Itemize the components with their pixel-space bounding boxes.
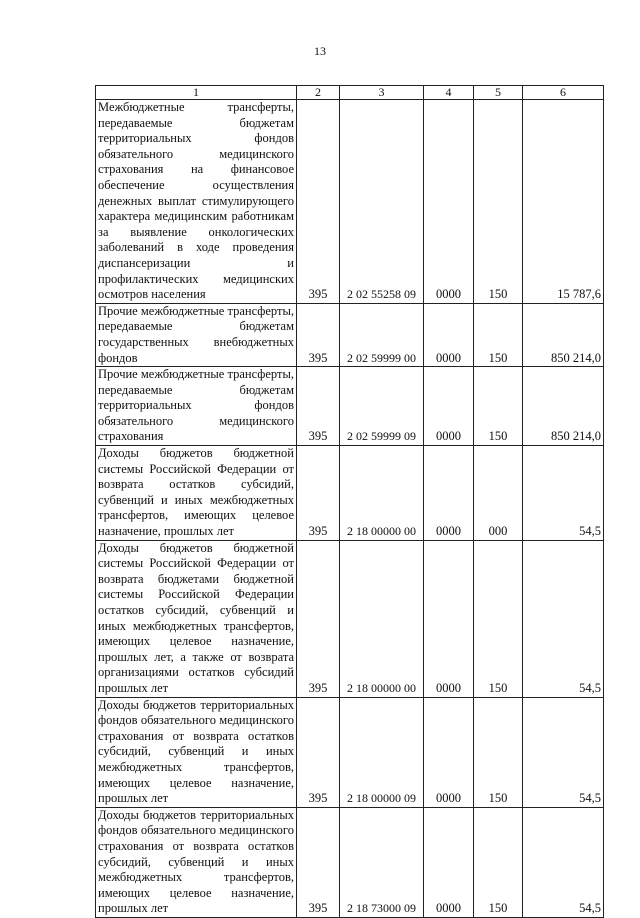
row-class-code: 150	[474, 367, 523, 446]
table-row	[96, 446, 604, 541]
row-description: Прочие межбюджетные трансферты, передаваемые бюджетам территориальных фондов обязательного медицинского страхования	[96, 367, 297, 446]
table-row	[96, 367, 604, 446]
row-admin-code: 395	[297, 100, 340, 304]
table-row	[96, 100, 604, 304]
page-number: 13	[314, 44, 326, 58]
row-description: Доходы бюджетов территориальных фондов обязательного медицинского страхования от возврата остатков субсидий, субвенций и иных межбюджетных трансфертов, имеющих целевое назначение, прошлых лет	[96, 697, 297, 807]
row-admin-code: 395	[297, 446, 340, 541]
row-class-code: 150	[474, 303, 523, 366]
row-admin-code: 395	[297, 697, 340, 807]
row-description: Доходы бюджетов бюджетной системы Российской Федерации от возврата бюджетами бюджетной системы Российской Федерации остатков субсидий, субвенций и иных межбюджетных трансфертов, имеющих целевое назначение, прошлых лет, а также от возврата организациями остатков субсидий прошлых лет	[96, 540, 297, 697]
row-class-code: 150	[474, 697, 523, 807]
table-row	[96, 303, 604, 366]
row-program-code: 0000	[424, 100, 474, 304]
row-admin-code: 395	[297, 807, 340, 917]
row-amount: 54,5	[523, 697, 604, 807]
row-admin-code: 395	[297, 540, 340, 697]
row-amount: 15 787,6	[523, 100, 604, 304]
column-number-header-row	[96, 86, 604, 100]
column-header-2: 2	[297, 86, 340, 100]
row-class-code: 000	[474, 446, 523, 541]
table-row	[96, 807, 604, 917]
row-description: Прочие межбюджетные трансферты, передаваемые бюджетам государственных внебюджетных фондов	[96, 303, 297, 366]
row-program-code: 0000	[424, 697, 474, 807]
column-header-6: 6	[523, 86, 604, 100]
row-revenue-code: 2 02 59999 09	[340, 367, 424, 446]
row-revenue-code: 2 02 55258 09	[340, 100, 424, 304]
column-header-5: 5	[474, 86, 523, 100]
row-revenue-code: 2 18 00000 00	[340, 540, 424, 697]
row-description: Доходы бюджетов территориальных фондов обязательного медицинского страхования от возврата остатков субсидий, субвенций и иных межбюджетных трансфертов, имеющих целевое назначение, прошлых лет	[96, 807, 297, 917]
row-revenue-code: 2 02 59999 00	[340, 303, 424, 366]
row-revenue-code: 2 18 00000 00	[340, 446, 424, 541]
row-program-code: 0000	[424, 540, 474, 697]
row-admin-code: 395	[297, 367, 340, 446]
row-revenue-code: 2 18 73000 09	[340, 807, 424, 917]
row-amount: 54,5	[523, 446, 604, 541]
column-header-3: 3	[340, 86, 424, 100]
row-revenue-code: 2 18 00000 09	[340, 697, 424, 807]
column-header-1: 1	[96, 86, 297, 100]
row-class-code: 150	[474, 100, 523, 304]
table-row	[96, 697, 604, 807]
row-program-code: 0000	[424, 303, 474, 366]
row-admin-code: 395	[297, 303, 340, 366]
table-row	[96, 540, 604, 697]
row-program-code: 0000	[424, 807, 474, 917]
budget-revenue-table	[95, 85, 604, 918]
row-class-code: 150	[474, 540, 523, 697]
row-program-code: 0000	[424, 446, 474, 541]
row-class-code: 150	[474, 807, 523, 917]
row-amount: 54,5	[523, 807, 604, 917]
row-amount: 850 214,0	[523, 303, 604, 366]
row-description: Межбюджетные трансферты, передаваемые бюджетам территориальных фондов обязательного медицинского страхования на финансовое обеспечение осуществления денежных выплат стимулирующего характера медицинским работникам за выявление онкологических заболеваний в ходе проведения диспансеризации и профилактических медицинских осмотров населения	[96, 100, 297, 304]
row-amount: 850 214,0	[523, 367, 604, 446]
row-program-code: 0000	[424, 367, 474, 446]
column-header-4: 4	[424, 86, 474, 100]
row-amount: 54,5	[523, 540, 604, 697]
row-description: Доходы бюджетов бюджетной системы Российской Федерации от возврата остатков субсидий, субвенций и иных межбюджетных трансфертов, имеющих целевое назначение, прошлых лет	[96, 446, 297, 541]
